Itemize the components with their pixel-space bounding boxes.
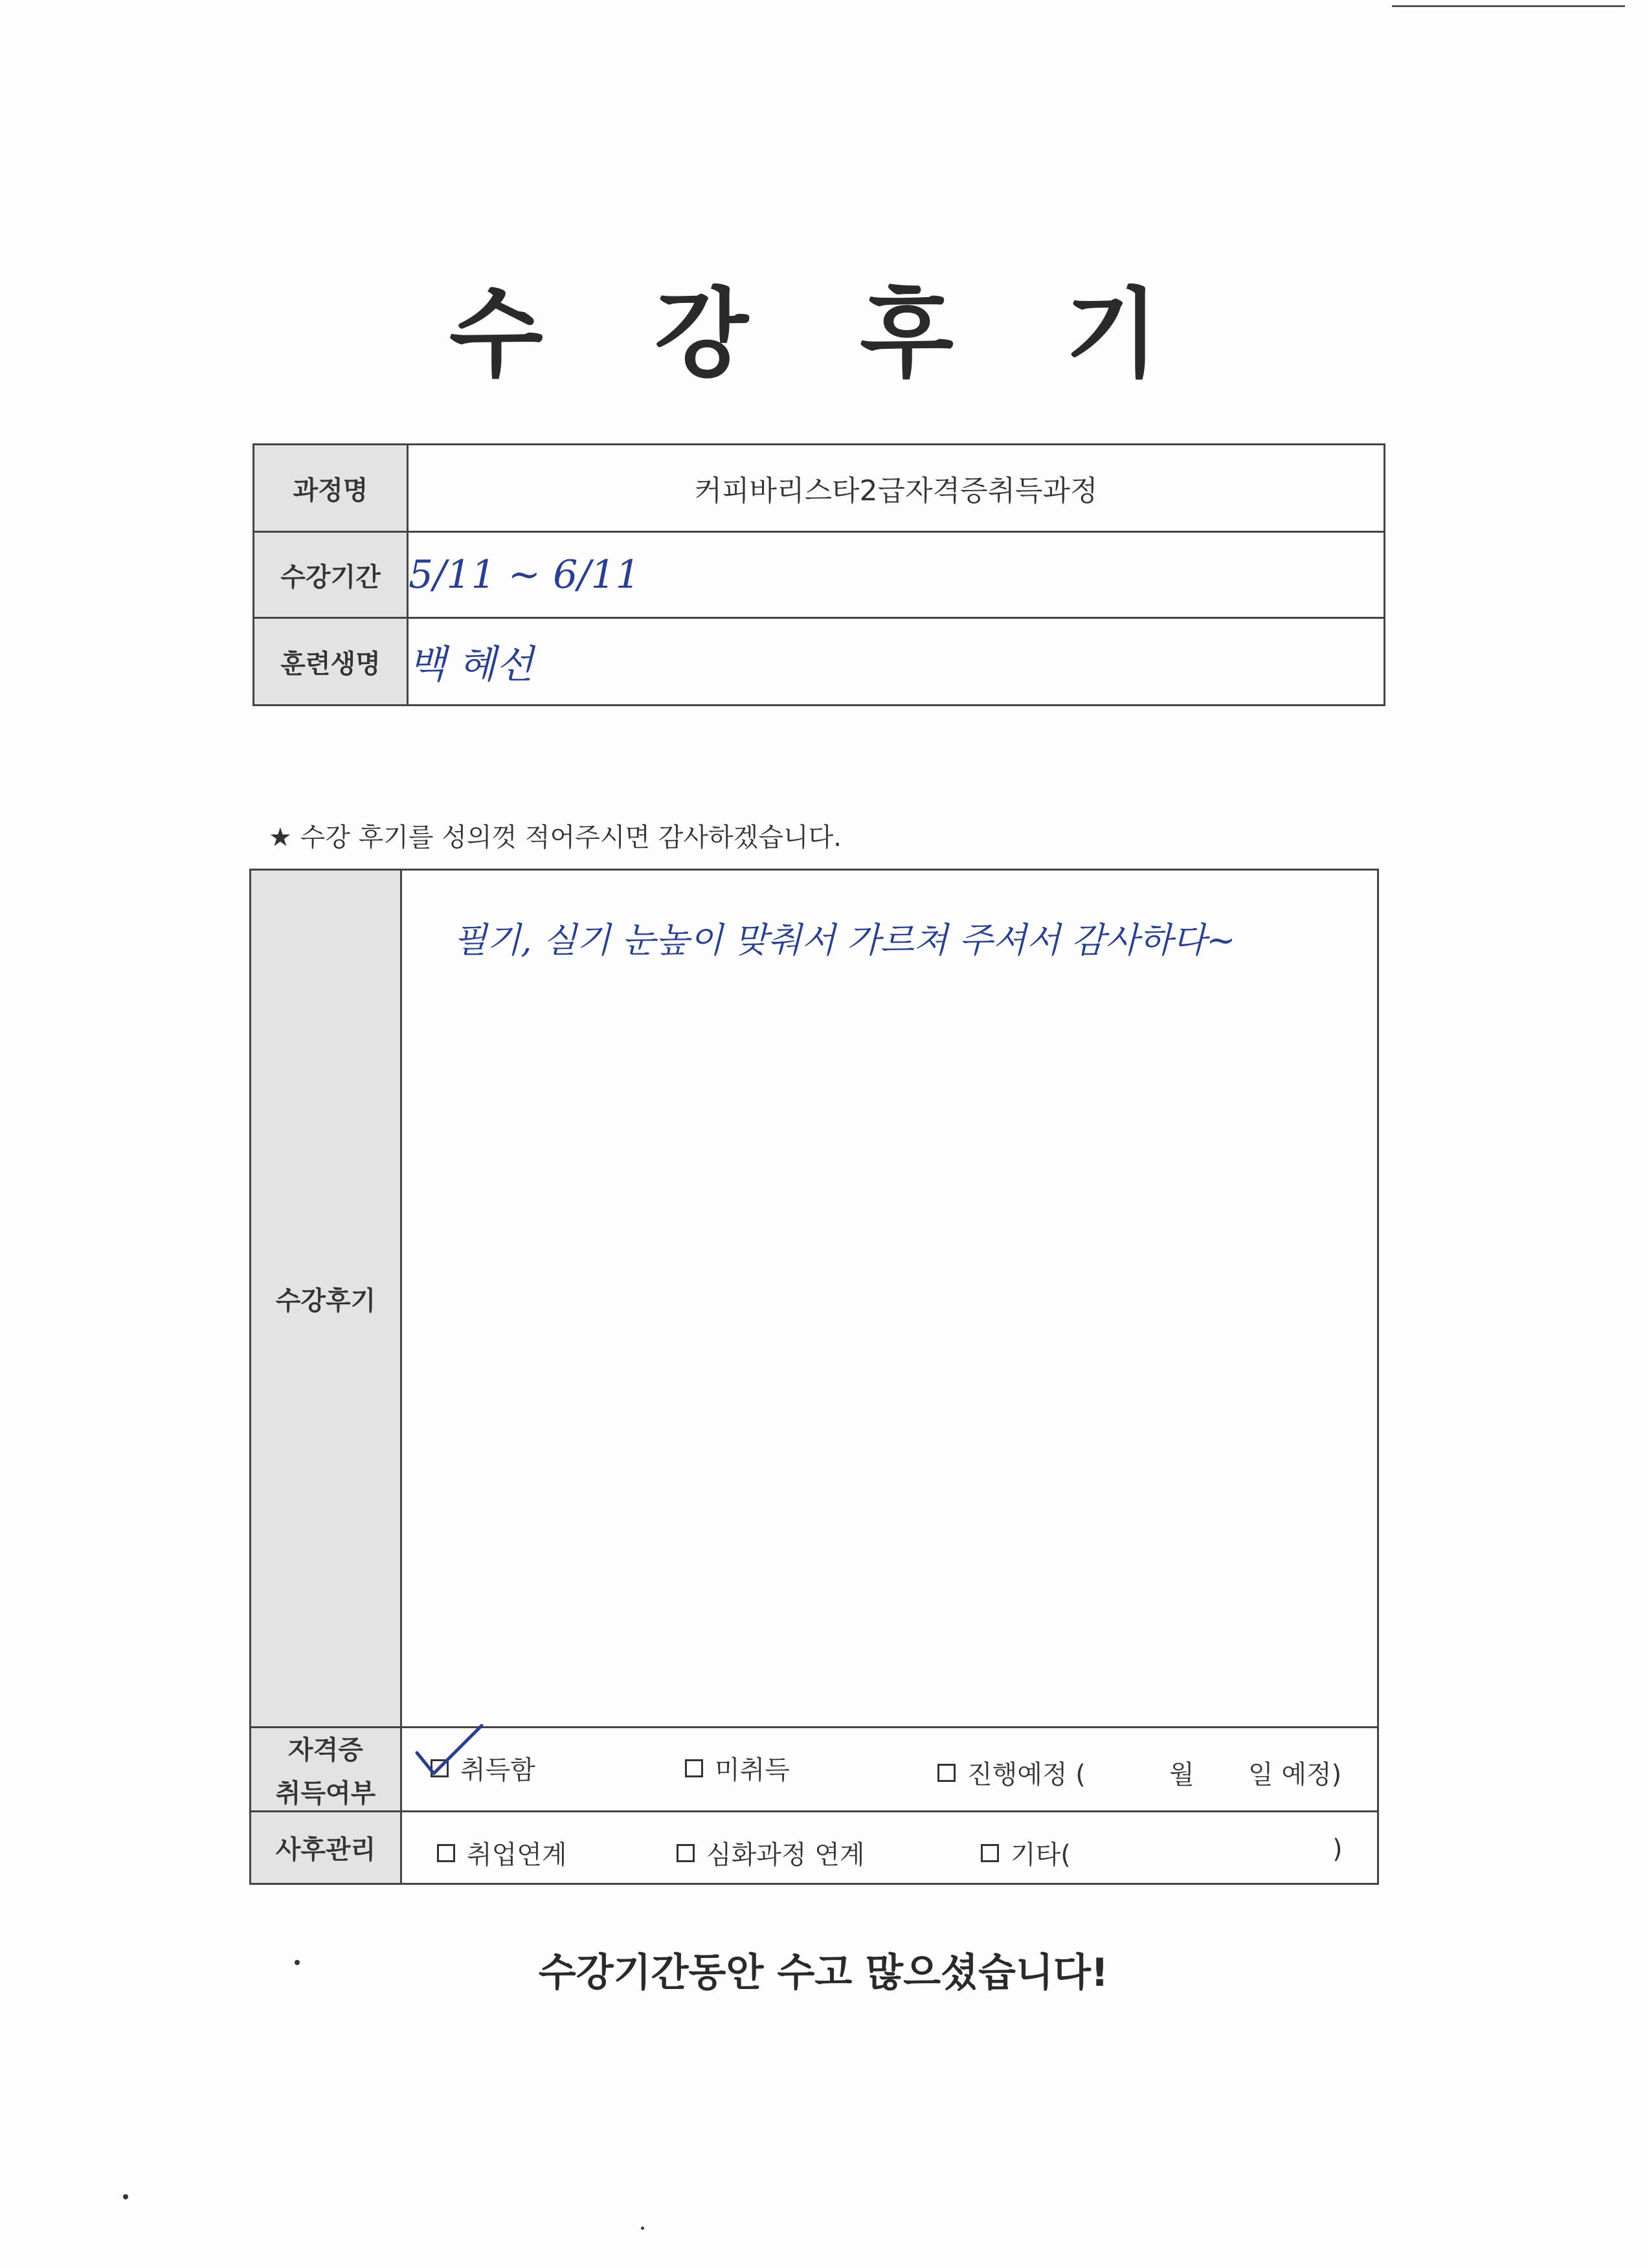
option-employment[interactable] <box>437 1834 567 1871</box>
aftercare-label: 사후관리 <box>251 1812 401 1884</box>
trainee-label: 훈련생명 <box>254 618 408 706</box>
certification-label-line2: 취득여부 <box>275 1778 376 1808</box>
info-table <box>252 443 1385 706</box>
certification-options <box>401 1728 1378 1812</box>
review-handwriting: 필기, 실기 눈높이 맞춰서 가르쳐 주셔서 감사하다~ <box>453 920 1236 961</box>
course-value[interactable]: 커피바리스타2급자격증취득과정 <box>408 445 1385 532</box>
checkbox-not-acquired[interactable] <box>685 1759 703 1777</box>
scheduled-day-label: 일 예정) <box>1248 1760 1342 1790</box>
scan-speck <box>123 2194 128 2199</box>
option-scheduled-label: 진행예정 ( <box>967 1760 1086 1790</box>
option-scheduled[interactable] <box>937 1754 1086 1791</box>
option-advanced-course[interactable] <box>677 1834 865 1871</box>
option-employment-label: 취업연계 <box>467 1840 567 1870</box>
closing-message: 수강기간동안 수고 많으셨습니다! <box>538 1950 1109 1996</box>
period-label: 수강기간 <box>254 532 408 618</box>
option-acquired-label: 취득함 <box>460 1755 535 1785</box>
checkmark-icon <box>414 1722 486 1780</box>
option-other[interactable] <box>981 1834 1071 1871</box>
review-label: 수강후기 <box>251 870 401 1728</box>
option-other-close: ) <box>1332 1834 1343 1864</box>
option-advanced-course-label: 심화과정 연계 <box>706 1840 865 1870</box>
checkbox-other[interactable] <box>981 1844 999 1862</box>
option-not-acquired[interactable] <box>685 1750 790 1786</box>
checkbox-employment[interactable] <box>437 1844 455 1862</box>
checkbox-scheduled[interactable] <box>937 1764 956 1782</box>
checkbox-advanced-course[interactable] <box>677 1844 695 1862</box>
period-value[interactable]: 5/11 ~ 6/11 <box>408 532 1385 618</box>
scheduled-month-label: 월 <box>1169 1760 1194 1790</box>
page-title: 수 강 후 기 <box>449 278 1198 391</box>
course-label: 과정명 <box>254 445 408 532</box>
top-rule <box>1392 5 1625 7</box>
trainee-value[interactable]: 백 혜선 <box>408 618 1385 706</box>
review-area[interactable] <box>401 870 1378 1728</box>
option-other-label: 기타( <box>1011 1840 1071 1870</box>
scan-speck <box>641 2227 644 2230</box>
certification-label-line1: 자격증 <box>288 1735 363 1765</box>
option-not-acquired-label: 미취득 <box>715 1755 790 1785</box>
instruction-note: ★ 수강 후기를 성의껏 적어주시면 감사하겠습니다. <box>269 823 842 852</box>
scan-speck <box>295 1960 300 1965</box>
certification-label <box>251 1728 401 1812</box>
